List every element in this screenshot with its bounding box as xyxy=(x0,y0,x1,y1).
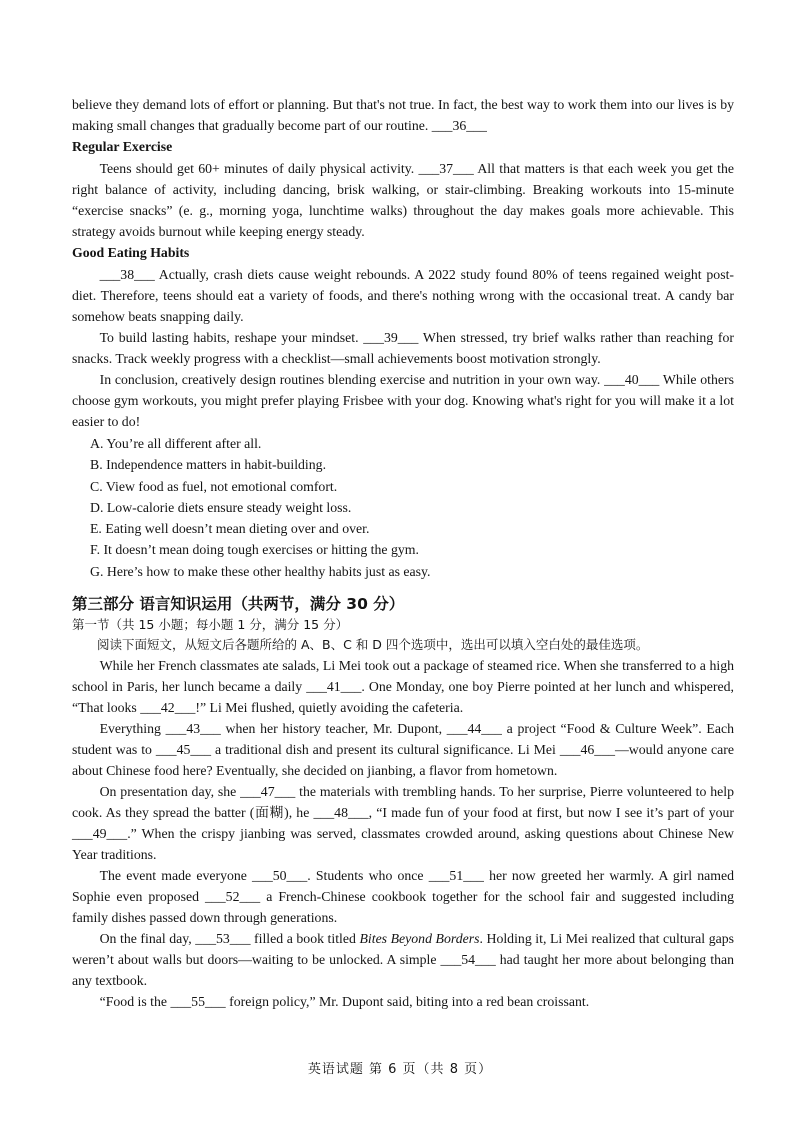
option-d: D. Low-calorie diets ensure steady weight loss. xyxy=(90,499,352,515)
page-footer: 英语试题 第 6 页（共 8 页） xyxy=(307,1062,493,1077)
section1-title: 第一节（共 15 小题；每小题 1 分，满分 15 分） xyxy=(72,617,349,633)
part3-title: 第三部分 语言知识运用（共两节，满分 30 分） xyxy=(72,595,405,614)
option-g: G. Here’s how to make these other healthy habits just as easy. xyxy=(90,563,431,579)
cloze-paragraph-4: The event made everyone ___50___. Students who once ___51___ her now greeted her warmly. A girl named Sophie even proposed ___52___ a French-Chinese cookbook together for the school fair and suggested including family dishes passed down through generations. xyxy=(72,868,734,926)
cloze-p5-end: . Holding it, Li Mei realized that cultural gaps weren’t about walls but doors—waiting to be unlocked. A simple ___54___ had taught her more about belonging than any textbook. xyxy=(72,931,734,989)
reading-intro-paragraph: believe they demand lots of effort or planning. But that's not true. In fact, the best way to work them into our lives is by making small changes that gradually become part of our routine. ___36___ xyxy=(72,97,734,133)
option-a: A. You’re all different after all. xyxy=(90,436,262,451)
cloze-instructions: 阅读下面短文，从短文后各题所给的 A、B、C 和 D 四个选项中，选出可以填入空白处的最佳选项。 xyxy=(97,637,649,653)
exercise-paragraph: Teens should get 60+ minutes of daily physical activity. ___37___ All that matters is that each week you get the right balance of activity, including dancing, brisk walking, or stair-climbing. Breaking workouts into 15-minute “exercise snacks” (e. g., morning yoga, lunchtime walks) throughout the day makes goals more achievable. This strategy avoids burnout while keeping energy steady. xyxy=(72,161,734,239)
option-c: C. View food as fuel, not emotional comfort. xyxy=(90,478,338,494)
cloze-paragraph-5 xyxy=(72,928,734,991)
eating-paragraph-2: To build lasting habits, reshape your mindset. ___39___ When stressed, try brief walks rather than reaching for snacks. Track weekly progress with a checklist—small achievements boost motivation strongly. xyxy=(72,330,734,366)
option-e: E. Eating well doesn’t mean dieting over and over. xyxy=(90,521,370,537)
cloze-paragraph-1: While her French classmates ate salads, Li Mei took out a package of steamed rice. When she transferred to a high school in Paris, her lunch became a daily ___41___. One Monday, one boy Pierre pointed at her lunch and whispered, “That looks ___42___!” Li Mei flushed, quietly avoiding the cafeteria. xyxy=(72,658,734,716)
cloze-paragraph-2: Everything ___43___ when her history teacher, Mr. Dupont, ___44___ a project “Food & Culture Week”. Each student was to ___45___ a traditional dish and present its cultural significance. Li Mei ___46___—would anyone care about Chinese food here? Eventually, she decided on jianbing, a flavor from hometown. xyxy=(72,721,734,779)
cloze-p5-start: On the final day, ___53___ filled a book titled xyxy=(99,931,360,947)
option-f: F. It doesn’t mean doing tough exercises or hitting the gym. xyxy=(90,542,419,558)
heading-good-eating-habits: Good Eating Habits xyxy=(72,245,190,260)
answer-options-list xyxy=(72,433,734,582)
heading-regular-exercise: Regular Exercise xyxy=(72,139,173,154)
cloze-paragraph-3: On presentation day, she ___47___ the materials with trembling hands. To her surprise, Pierre volunteered to help cook. As they spread the batter (面糊), he ___48___, “I made fun of your food at first, but now I see it’s part of your ___49___.” When the crispy jianbing was served, classmates crowded around, asking questions about Chinese New Year traditions. xyxy=(72,784,734,863)
book-title: Bites Beyond Borders xyxy=(359,931,480,947)
cloze-paragraph-6: “Food is the ___55___ foreign policy,” Mr. Dupont said, biting into a red bean croissant. xyxy=(99,994,590,1010)
page-content xyxy=(72,94,734,1012)
conclusion-paragraph: In conclusion, creatively design routines blending exercise and nutrition in your own way. ___40___ While others choose gym workouts, you might prefer playing Frisbee with your dog. Knowing what's right for you will make it a lot easier to do! xyxy=(72,372,734,429)
option-b: B. Independence matters in habit-building. xyxy=(90,457,327,473)
eating-paragraph-1: ___38___ Actually, crash diets cause weight rebounds. A 2022 study found 80% of teens regained weight post-diet. Therefore, teens should eat a variety of foods, and there's nothing wrong with the occasional treat. A candy bar somehow beats snapping daily. xyxy=(72,267,734,324)
